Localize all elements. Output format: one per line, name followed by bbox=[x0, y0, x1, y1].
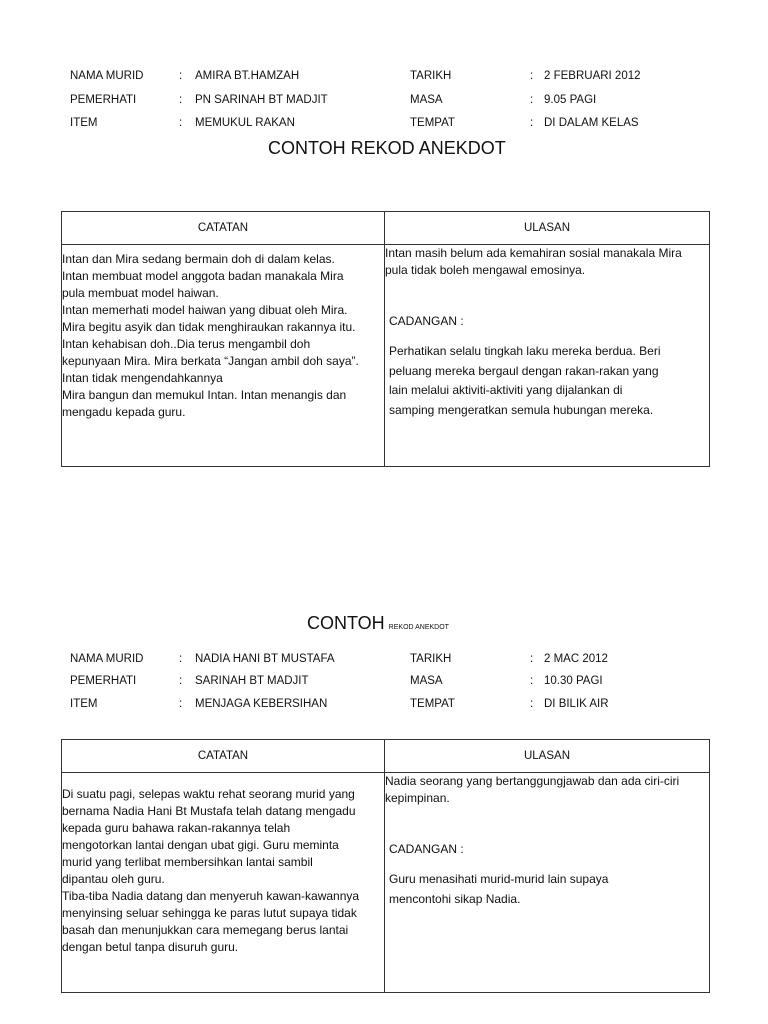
title-big: CONTOH bbox=[307, 613, 385, 633]
separator: : bbox=[530, 70, 534, 82]
date-label-1: TARIKH bbox=[410, 70, 452, 82]
title-small: REKOD ANEKDOT bbox=[388, 624, 449, 631]
catatan-line: Mira begitu asyik dan tidak menghiraukan rakannya itu. bbox=[62, 320, 356, 334]
separator: : bbox=[530, 94, 534, 106]
time-value-1: 9.05 PAGI bbox=[544, 94, 597, 106]
time-label-2: MASA bbox=[410, 675, 443, 687]
separator: : bbox=[179, 675, 183, 687]
cadangan-text bbox=[389, 870, 709, 909]
catatan-line: dipantau oleh guru. bbox=[62, 872, 165, 886]
place-label-1: TEMPAT bbox=[410, 117, 455, 129]
separator: : bbox=[179, 94, 183, 106]
catatan-line: murid yang terlibat membersihkan lantai sambil bbox=[62, 855, 313, 869]
col-header-catatan: CATATAN bbox=[62, 740, 385, 773]
observer-value-2: SARINAH BT MADJIT bbox=[195, 675, 309, 687]
page-title-2 bbox=[307, 613, 449, 634]
item-value-1: MEMUKUL RAKAN bbox=[195, 117, 295, 129]
catatan-line: Intan tidak mengendahkannya bbox=[62, 371, 223, 385]
catatan-line: Intan dan Mira sedang bermain doh di dalam kelas. bbox=[62, 252, 335, 266]
ulasan-line: pula tidak boleh mengawal emosinya. bbox=[385, 263, 586, 277]
ulasan-cell bbox=[385, 245, 710, 467]
separator: : bbox=[530, 675, 534, 687]
cadangan-line: mencontohi sikap Nadia. bbox=[389, 891, 521, 906]
place-value-1: DI DALAM KELAS bbox=[544, 117, 639, 129]
catatan-line: mengadu kepada guru. bbox=[62, 405, 186, 419]
cadangan-line: lain melalui aktiviti-aktiviti yang dijalankan di bbox=[389, 383, 623, 397]
name-value-2: NADIA HANI BT MUSTAFA bbox=[195, 653, 335, 665]
name-label-1: NAMA MURID bbox=[70, 70, 144, 82]
item-label-1: ITEM bbox=[70, 117, 98, 129]
ulasan-line: kepimpinan. bbox=[385, 791, 450, 805]
observer-value-1: PN SARINAH BT MADJIT bbox=[195, 94, 328, 106]
catatan-line: Mira bangun dan memukul Intan. Intan menangis dan bbox=[62, 388, 347, 402]
col-header-catatan: CATATAN bbox=[62, 212, 385, 245]
anecdote-table-1 bbox=[61, 211, 710, 467]
cadangan-line: samping mengeratkan semula hubungan mereka. bbox=[389, 402, 654, 417]
separator: : bbox=[530, 653, 534, 665]
catatan-line: Tiba-tiba Nadia datang dan menyeruh kawan-kawannya bbox=[62, 889, 360, 903]
name-value-1: AMIRA BT.HAMZAH bbox=[195, 70, 300, 82]
item-value-2: MENJAGA KEBERSIHAN bbox=[195, 698, 328, 710]
observer-label-2: PEMERHATI bbox=[70, 675, 137, 687]
cadangan-line: Perhatikan selalu tingkah laku mereka berdua. Beri bbox=[389, 344, 661, 358]
observer-label-1: PEMERHATI bbox=[70, 94, 137, 106]
cadangan-label: CADANGAN : bbox=[389, 314, 464, 328]
separator: : bbox=[179, 653, 183, 665]
cadangan-label: CADANGAN : bbox=[389, 842, 464, 856]
time-label-1: MASA bbox=[410, 94, 443, 106]
catatan-line: pula membuat model haiwan. bbox=[62, 286, 219, 300]
ulasan-cell bbox=[385, 773, 710, 993]
separator: : bbox=[179, 70, 183, 82]
col-header-ulasan: ULASAN bbox=[385, 212, 710, 245]
separator: : bbox=[179, 698, 183, 710]
catatan-cell bbox=[62, 245, 385, 467]
separator: : bbox=[530, 117, 534, 129]
cadangan-line: peluang mereka bergaul dengan rakan-rakan yang bbox=[389, 363, 659, 378]
separator: : bbox=[530, 698, 534, 710]
ulasan-line: Nadia seorang yang bertanggungjawab dan ada ciri-ciri bbox=[385, 774, 680, 788]
cadangan-text bbox=[389, 342, 709, 420]
time-value-2: 10.30 PAGI bbox=[544, 675, 603, 687]
date-value-2: 2 MAC 2012 bbox=[544, 653, 608, 665]
catatan-line: bernama Nadia Hani Bt Mustafa telah datang mengadu bbox=[62, 804, 356, 818]
catatan-line: Di suatu pagi, selepas waktu rehat seorang murid yang bbox=[62, 787, 355, 801]
catatan-line: mengotorkan lantai dengan ubat gigi. Guru meminta bbox=[62, 838, 339, 852]
catatan-line: Intan kehabisan doh..Dia terus mengambil doh bbox=[62, 337, 311, 351]
catatan-line: dengan betul tanpa disuruh guru. bbox=[62, 940, 239, 954]
catatan-line: kepada guru bahawa rakan-rakannya telah bbox=[62, 821, 291, 835]
anecdote-table-2 bbox=[61, 739, 710, 993]
place-value-2: DI BILIK AIR bbox=[544, 698, 609, 710]
item-label-2: ITEM bbox=[70, 698, 98, 710]
catatan-line: Intan membuat model anggota badan manakala Mira bbox=[62, 269, 344, 283]
col-header-ulasan: ULASAN bbox=[385, 740, 710, 773]
date-label-2: TARIKH bbox=[410, 653, 452, 665]
ulasan-line: Intan masih belum ada kemahiran sosial manakala Mira bbox=[385, 246, 682, 260]
catatan-line: kepunyaan Mira. Mira berkata “Jangan ambil doh saya”. bbox=[62, 354, 359, 368]
catatan-line: Intan memerhati model haiwan yang dibuat oleh Mira. bbox=[62, 303, 348, 317]
catatan-line: basah dan menunjukkan cara memegang berus lantai bbox=[62, 923, 349, 937]
place-label-2: TEMPAT bbox=[410, 698, 455, 710]
separator: : bbox=[179, 117, 183, 129]
cadangan-line: Guru menasihati murid-murid lain supaya bbox=[389, 872, 609, 886]
catatan-cell bbox=[62, 773, 385, 993]
catatan-line: menyinsing seluar sehingga ke paras lutut supaya tidak bbox=[62, 906, 357, 920]
date-value-1: 2 FEBRUARI 2012 bbox=[544, 70, 641, 82]
page-title-1: CONTOH REKOD ANEKDOT bbox=[268, 138, 506, 158]
name-label-2: NAMA MURID bbox=[70, 653, 144, 665]
